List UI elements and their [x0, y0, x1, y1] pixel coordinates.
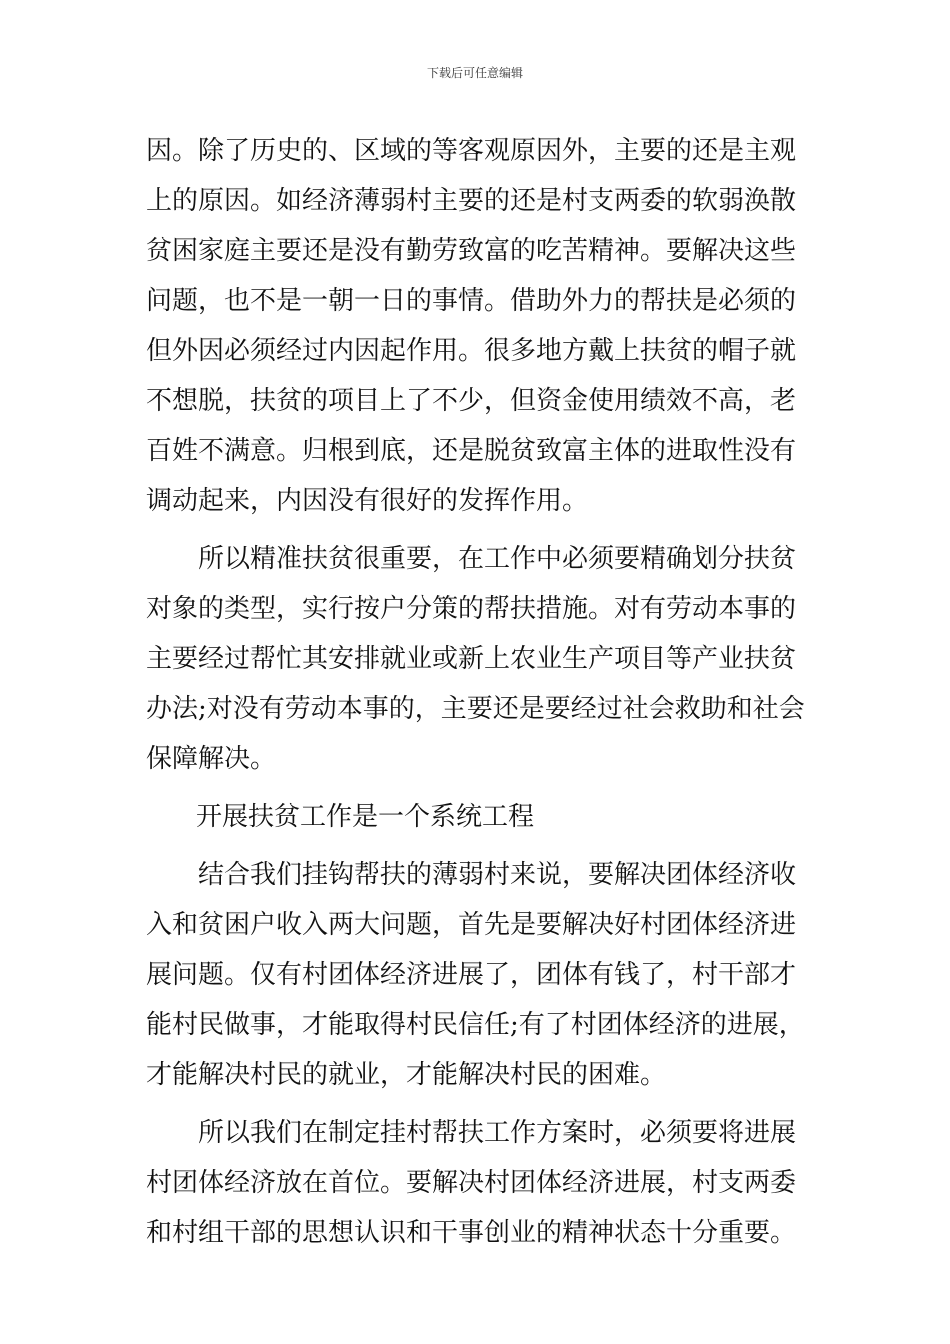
text-line: 主要经过帮忙其安排就业或新上农业生产项目等产业扶贫 — [146, 644, 797, 674]
text-line: 所以我们在制定挂村帮扶工作方案时，必须要将进展 — [198, 1118, 797, 1148]
heading-line: 开展扶贫工作是一个系统工程 — [196, 802, 535, 832]
text-line: 才能解决村民的就业，才能解决村民的困难。 — [146, 1060, 667, 1090]
text-line: 入和贫困户收入两大问题，首先是要解决好村团体经济进 — [146, 910, 797, 940]
paragraph — [146, 126, 808, 526]
text-line: 展问题。仅有村团体经济进展了，团体有钱了，村干部才 — [146, 960, 797, 990]
text-line: 上的原因。如经济薄弱村主要的还是村支两委的软弱涣散 — [146, 186, 797, 216]
document-body — [146, 126, 808, 1258]
text-line: 因。除了历史的、区域的等客观原因外，主要的还是主观 — [146, 136, 797, 166]
text-line: 办法;对没有劳动本事的，主要还是要经过社会救助和社会 — [146, 694, 805, 724]
text-line: 不想脱，扶贫的项目上了不少，但资金使用绩效不高，老 — [146, 386, 797, 416]
text-line: 但外因必须经过内因起作用。很多地方戴上扶贫的帽子就 — [146, 336, 797, 366]
text-line: 调动起来，内因没有很好的发挥作用。 — [146, 486, 589, 516]
paragraph — [146, 534, 808, 784]
text-line: 贫困家庭主要还是没有勤劳致富的吃苦精神。要解决这些 — [146, 236, 797, 266]
text-line: 能村民做事，才能取得村民信任;有了村团体经济的进展， — [146, 1010, 805, 1040]
text-line: 百姓不满意。归根到底，还是脱贫致富主体的进取性没有 — [146, 436, 797, 466]
text-line: 问题，也不是一朝一日的事情。借助外力的帮扶是必须的 — [146, 286, 797, 316]
text-line: 对象的类型，实行按户分策的帮扶措施。对有劳动本事的 — [146, 594, 797, 624]
page-header: 下载后可任意编辑 — [426, 66, 523, 80]
paragraph — [146, 1108, 808, 1258]
text-line: 村团体经济放在首位。要解决村团体经济进展，村支两委 — [146, 1168, 797, 1198]
section-heading — [146, 792, 808, 842]
text-line: 结合我们挂钩帮扶的薄弱村来说，要解决团体经济收 — [198, 860, 797, 890]
text-line: 所以精准扶贫很重要，在工作中必须要精确划分扶贫 — [198, 544, 797, 574]
text-line: 保障解决。 — [146, 744, 277, 774]
paragraph — [146, 850, 808, 1100]
text-line: 和村组干部的思想认识和干事创业的精神状态十分重要。 — [146, 1218, 797, 1248]
